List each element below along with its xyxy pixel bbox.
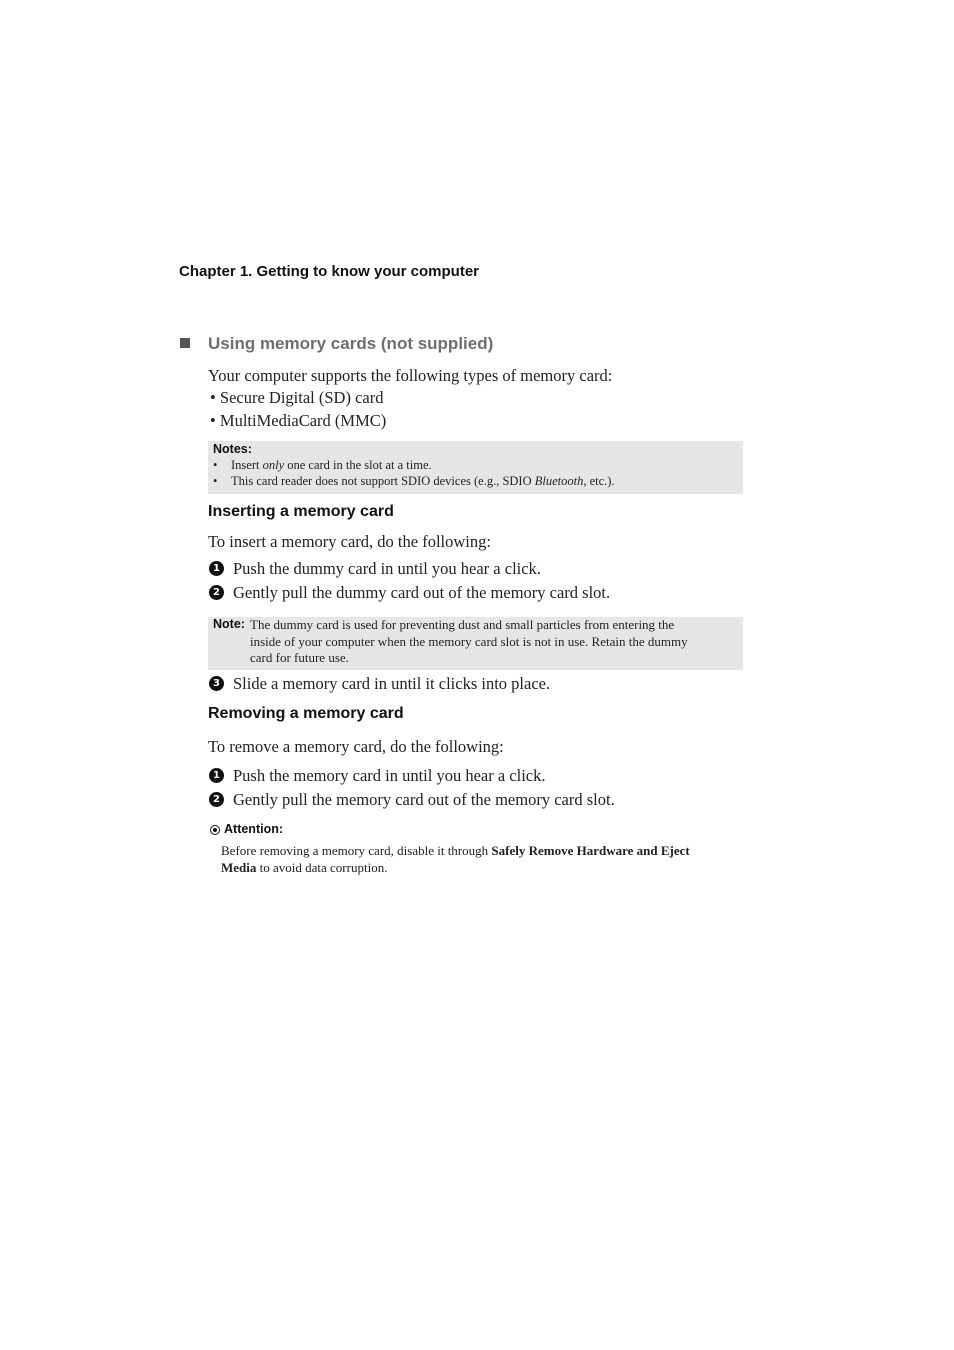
card-type-sd: • Secure Digital (SD) card: [210, 388, 384, 407]
removing-step-2: Gently pull the memory card out of the memory card slot.: [233, 790, 615, 809]
step-number-icon: 2: [209, 585, 224, 600]
step-number-icon: 2: [209, 792, 224, 807]
section-intro: Your computer supports the following types of memory card:: [208, 366, 613, 385]
notes-item-1: Insert only one card in the slot at a time.: [231, 458, 432, 472]
step-number-icon: 3: [209, 676, 224, 691]
attention-label: Attention:: [224, 822, 284, 836]
inserting-step-2: Gently pull the dummy card out of the memory card slot.: [233, 583, 611, 602]
removing-heading: Removing a memory card: [208, 705, 404, 722]
notes-bullet: •: [213, 474, 218, 488]
section-title: Using memory cards (not supplied): [208, 334, 494, 353]
attention-line-1: Before removing a memory card, disable it through Safely Remove Hardware and Eject: [221, 843, 690, 858]
attention-icon: [210, 825, 220, 835]
inserting-heading: Inserting a memory card: [208, 503, 394, 520]
notes-item-2: This card reader does not support SDIO devices (e.g., SDIO Bluetooth, etc.).: [231, 474, 615, 488]
removing-intro: To remove a memory card, do the following:: [208, 737, 504, 756]
note-line-3: card for future use.: [250, 650, 349, 665]
inserting-step-1: Push the dummy card in until you hear a click.: [233, 559, 541, 578]
attention-line-2: Media to avoid data corruption.: [221, 860, 388, 875]
notes-bullet: •: [213, 458, 218, 472]
card-type-mmc: • MultiMediaCard (MMC): [210, 411, 387, 430]
step-number-icon: 1: [209, 561, 224, 576]
inserting-step-3: Slide a memory card in until it clicks into place.: [233, 674, 551, 693]
notes-heading: Notes:: [213, 442, 252, 456]
removing-step-1: Push the memory card in until you hear a click.: [233, 766, 546, 785]
note-label: Note:: [213, 617, 245, 631]
step-number-icon: 1: [209, 768, 224, 783]
note-line-1: The dummy card is used for preventing dust and small particles from entering the: [250, 617, 675, 632]
inserting-intro: To insert a memory card, do the following:: [208, 532, 491, 551]
chapter-title: Chapter 1. Getting to know your computer: [179, 263, 480, 280]
section-square-icon: [180, 338, 190, 348]
note-line-2: inside of your computer when the memory card slot is not in use. Retain the dummy: [250, 634, 688, 649]
